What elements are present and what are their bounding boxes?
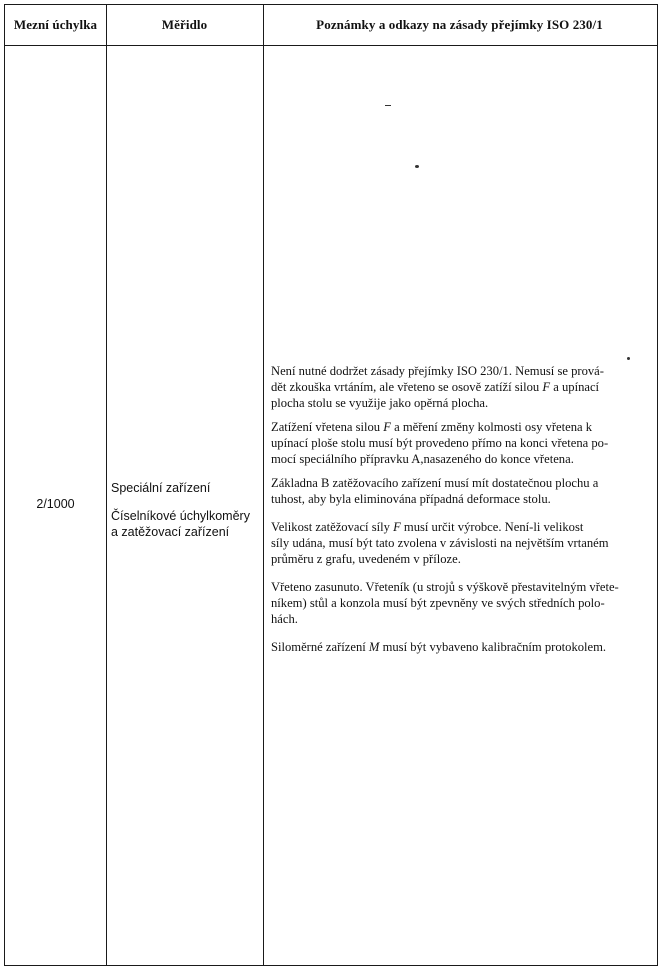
note-line: Základna B zatěžovacího zařízení musí mít dostatečnou plochu a xyxy=(271,476,599,490)
note-line: Siloměrné zařízení M musí být vybaveno kalibračním protokolem. xyxy=(271,640,607,654)
note-paragraph xyxy=(271,639,647,655)
header-instrument: Měřidlo xyxy=(161,17,208,32)
specification-table xyxy=(4,4,658,966)
note-paragraph xyxy=(271,579,647,627)
note-paragraph xyxy=(271,419,647,467)
instrument-dial-gauges xyxy=(111,508,261,540)
note-line: hách. xyxy=(271,612,298,626)
scan-speck xyxy=(627,357,630,360)
header-deviation: Mezní úchylka xyxy=(13,17,98,32)
column-divider xyxy=(106,5,107,965)
note-paragraph xyxy=(271,475,647,507)
note-line: plocha stolu se využije jako opěrná plocha. xyxy=(271,396,489,410)
instrument-line: Číselníkové úchylkoměry xyxy=(111,509,250,523)
scan-speck xyxy=(415,165,419,168)
note-line: Vřeteno zasunuto. Vřeteník (u strojů s výškově přestavitelným vřete- xyxy=(271,580,619,594)
note-paragraph xyxy=(271,363,647,411)
note-line: mocí speciálního přípravku A,nasazeného do konce vřetena. xyxy=(271,452,574,466)
instrument-line: a zatěžovací zařízení xyxy=(111,525,230,539)
instrument-special-device: Speciální zařízení xyxy=(111,481,211,495)
header-divider xyxy=(5,45,657,46)
note-line: síly udána, musí být tato zvolena v závislosti na největším vrtaném xyxy=(271,536,609,550)
note-line: Zatížení vřetena silou F a měření změny kolmosti osy vřetena k xyxy=(271,420,593,434)
note-paragraph xyxy=(271,519,647,567)
scan-speck xyxy=(385,105,391,106)
deviation-value: 2/1000 xyxy=(36,497,75,511)
note-line: Není nutné dodržet zásady přejímky ISO 230/1. Nemusí se prová- xyxy=(271,364,604,378)
header-notes: Poznámky a odkazy na zásady přejímky ISO 230/1 xyxy=(316,17,603,32)
note-line: průměru z grafu, uvedeném v příloze. xyxy=(271,552,461,566)
note-line: tuhost, aby byla eliminována případná deformace stolu. xyxy=(271,492,551,506)
notes-text xyxy=(271,363,647,663)
note-line: níkem) stůl a konzola musí být zpevněny ve svých středních polo- xyxy=(271,596,605,610)
column-divider xyxy=(263,5,264,965)
note-line: upínací ploše stolu musí být provedeno přímo na konci vřetena po- xyxy=(271,436,609,450)
note-line: dět zkouška vrtáním, ale vřeteno se osově zatíží silou F a upínací xyxy=(271,380,600,394)
note-line: Velikost zatěžovací síly F musí určit výrobce. Není-li velikost xyxy=(271,520,584,534)
